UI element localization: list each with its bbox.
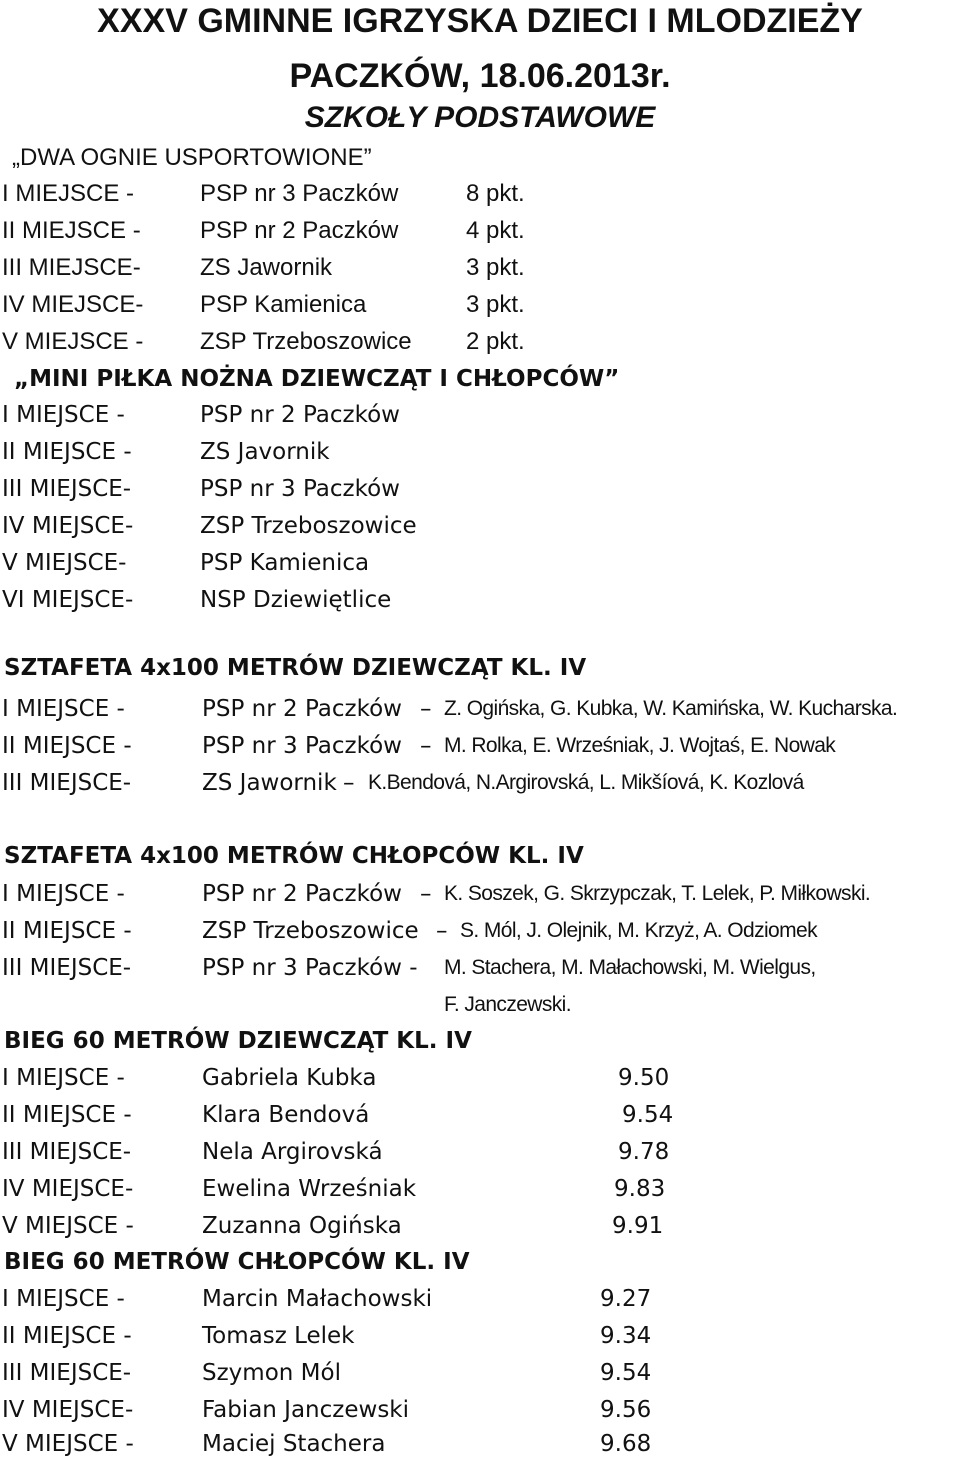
section-heading-bieg-chlopcow: BIEG 60 METRÓW CHŁOPCÓW KL. IV: [4, 1249, 470, 1275]
relay-row: [0, 691, 960, 727]
dash: –: [420, 696, 432, 722]
result-row: [0, 1426, 960, 1462]
school-name: PSP Kamienica: [200, 291, 367, 318]
result-row: [0, 1134, 960, 1170]
place-label: V MIEJSCE -: [2, 1213, 134, 1239]
team-members: K.Bendová, N.Argirovská, L. Mikšíová, K. Kozlová: [368, 771, 804, 794]
athlete-name: Gabriela Kubka: [202, 1065, 377, 1091]
team-members: Z. Ogińska, G. Kubka, W. Kamińska, W. Kucharska.: [444, 697, 898, 720]
place-label: III MIEJSCE-: [2, 1139, 132, 1165]
place-label: I MIEJSCE -: [2, 180, 135, 207]
school-name: PSP nr 3 Paczków -: [202, 955, 418, 981]
time-value: 9.34: [600, 1323, 652, 1349]
school-name: ZSP Trzeboszowice: [200, 328, 412, 355]
place-label: IV MIEJSCE-: [2, 1176, 134, 1202]
school-name: ZSP Trzeboszowice: [202, 918, 419, 944]
team-members: M. Rolka, E. Wrześniak, J. Wojtaś, E. Nowak: [444, 734, 836, 757]
school-name: ZSP Trzeboszowice: [200, 513, 417, 539]
place-label: I MIEJSCE -: [2, 1065, 125, 1091]
time-value: 9.91: [612, 1213, 664, 1239]
school-name: ZS Jawornik: [202, 770, 337, 796]
result-row: [0, 1208, 960, 1244]
dash: –: [420, 733, 432, 759]
section-heading-mini-pilka: „MINI PIŁKA NOŻNA DZIEWCZĄT I CHŁOPCÓW”: [14, 366, 620, 392]
place-label: IV MIEJSCE-: [2, 291, 144, 318]
athlete-name: Zuzanna Ogińska: [202, 1213, 402, 1239]
place-label: II MIEJSCE -: [2, 1102, 132, 1128]
place-label: I MIEJSCE -: [2, 402, 125, 428]
school-name: PSP nr 3 Paczków: [200, 476, 400, 502]
dash: –: [436, 918, 448, 944]
place-label: III MIEJSCE-: [2, 1360, 132, 1386]
section-heading-sztafeta-chlopcow: SZTAFETA 4x100 METRÓW CHŁOPCÓW KL. IV: [4, 843, 584, 869]
result-row: [0, 324, 960, 360]
result-row: [0, 176, 960, 212]
place-label: III MIEJSCE-: [2, 254, 141, 281]
result-row: [0, 434, 960, 470]
relay-row: [0, 950, 960, 986]
place-label: V MIEJSCE -: [2, 328, 144, 355]
school-name: NSP Dziewiętlice: [200, 587, 392, 613]
school-name: PSP nr 3 Paczków: [200, 180, 399, 207]
place-label: I MIEJSCE -: [2, 1286, 125, 1312]
place-label: V MIEJSCE-: [2, 550, 127, 576]
points-value: 3 pkt.: [466, 254, 525, 281]
school-name: PSP nr 3 Paczków: [202, 733, 402, 759]
result-row: [0, 397, 960, 433]
place-label: I MIEJSCE -: [2, 696, 125, 722]
school-name: PSP Kamienica: [200, 550, 370, 576]
athlete-name: Fabian Janczewski: [202, 1397, 410, 1423]
place-label: IV MIEJSCE-: [2, 513, 134, 539]
section-heading-bieg-dziewczat: BIEG 60 METRÓW DZIEWCZĄT KL. IV: [4, 1028, 472, 1054]
place-label: IV MIEJSCE-: [2, 1397, 134, 1423]
dash: –: [343, 770, 355, 796]
athlete-name: Klara Bendová: [202, 1102, 370, 1128]
relay-row: [0, 765, 960, 801]
result-row: [0, 1318, 960, 1354]
time-value: 9.50: [618, 1065, 670, 1091]
document-subtitle: SZKOŁY PODSTAWOWE: [304, 101, 656, 134]
place-label: II MIEJSCE -: [2, 733, 132, 759]
school-name: PSP nr 2 Paczków: [200, 402, 400, 428]
team-members: K. Soszek, G. Skrzypczak, T. Lelek, P. Miłkowski.: [444, 882, 871, 905]
team-members: S. Mól, J. Olejnik, M. Krzyż, A. Odziomek: [460, 919, 817, 942]
team-members-continued: F. Janczewski.: [444, 993, 571, 1016]
school-name: ZS Javornik: [200, 439, 330, 465]
athlete-name: Ewelina Wrześniak: [202, 1176, 417, 1202]
place-label: III MIEJSCE-: [2, 476, 132, 502]
place-label: V MIEJSCE -: [2, 1431, 134, 1457]
school-name: ZS Jawornik: [200, 254, 333, 281]
relay-row-continuation: [0, 987, 960, 1023]
place-label: I MIEJSCE -: [2, 881, 125, 907]
result-row: [0, 1355, 960, 1391]
place-label: II MIEJSCE -: [2, 439, 132, 465]
points-value: 8 pkt.: [466, 180, 525, 207]
time-value: 9.83: [614, 1176, 666, 1202]
points-value: 4 pkt.: [466, 217, 525, 244]
result-row: [0, 582, 960, 618]
document-title-line2: PACZKÓW, 18.06.2013r.: [289, 57, 671, 95]
place-label: II MIEJSCE -: [2, 1323, 132, 1349]
section-heading-sztafeta-dziewczat: SZTAFETA 4x100 METRÓW DZIEWCZĄT KL. IV: [4, 655, 587, 681]
result-row: [0, 250, 960, 286]
result-row: [0, 213, 960, 249]
section-heading-dwa-ognie: „DWA OGNIE USPORTOWIONE”: [12, 144, 372, 171]
result-row: [0, 471, 960, 507]
time-value: 9.78: [618, 1139, 670, 1165]
team-members: M. Stachera, M. Małachowski, M. Wielgus,: [444, 956, 816, 979]
place-label: III MIEJSCE-: [2, 955, 132, 981]
athlete-name: Nela Argirovská: [202, 1139, 383, 1165]
time-value: 9.27: [600, 1286, 652, 1312]
place-label: II MIEJSCE -: [2, 918, 132, 944]
dash: –: [420, 881, 432, 907]
result-row: [0, 1392, 960, 1428]
document-title-line1: XXXV GMINNE IGRZYSKA DZIECI I MLODZIEŻY: [97, 2, 863, 40]
time-value: 9.68: [600, 1431, 652, 1457]
time-value: 9.54: [622, 1102, 674, 1128]
result-row: [0, 1097, 960, 1133]
school-name: PSP nr 2 Paczków: [202, 881, 402, 907]
athlete-name: Tomasz Lelek: [202, 1323, 355, 1349]
school-name: PSP nr 2 Paczków: [200, 217, 399, 244]
result-row: [0, 287, 960, 323]
athlete-name: Szymon Mól: [202, 1360, 341, 1386]
school-name: PSP nr 2 Paczków: [202, 696, 402, 722]
points-value: 2 pkt.: [466, 328, 525, 355]
points-value: 3 pkt.: [466, 291, 525, 318]
relay-row: [0, 728, 960, 764]
time-value: 9.56: [600, 1397, 652, 1423]
athlete-name: Marcin Małachowski: [202, 1286, 433, 1312]
result-row: [0, 1171, 960, 1207]
relay-row: [0, 876, 960, 912]
place-label: II MIEJSCE -: [2, 217, 141, 244]
result-row: [0, 1060, 960, 1096]
result-row: [0, 545, 960, 581]
place-label: VI MIEJSCE-: [2, 587, 134, 613]
time-value: 9.54: [600, 1360, 652, 1386]
athlete-name: Maciej Stachera: [202, 1431, 386, 1457]
place-label: III MIEJSCE-: [2, 770, 132, 796]
relay-row: [0, 913, 960, 949]
result-row: [0, 1281, 960, 1317]
result-row: [0, 508, 960, 544]
